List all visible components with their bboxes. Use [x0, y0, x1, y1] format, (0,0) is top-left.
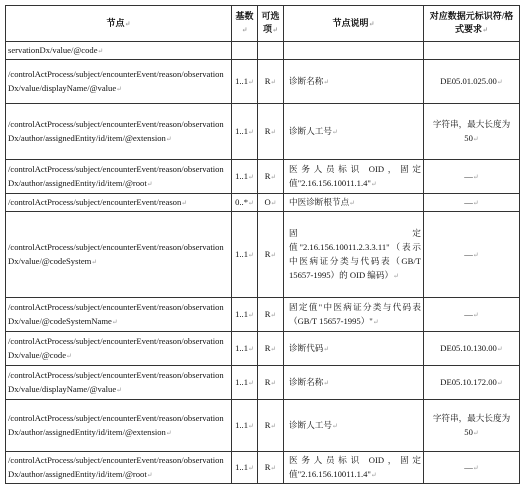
optional-cell: R↵ — [258, 332, 284, 366]
optional-cell: O↵ — [258, 194, 284, 212]
header-description: 节点说明↵ — [284, 6, 424, 42]
node-path-cell: /controlActProcess/subject/encounterEvent/reason↵ — [6, 194, 232, 212]
header-cardinality: 基数↵ — [232, 6, 258, 42]
format-cell: 字符串，最大长度为 50↵ — [424, 104, 520, 160]
description-cell: 诊断代码↵ — [284, 332, 424, 366]
cardinality-cell: 1..1↵ — [232, 332, 258, 366]
cardinality-cell: 1..1↵ — [232, 298, 258, 332]
format-cell: DE05.10.130.00↵ — [424, 332, 520, 366]
cardinality-cell — [232, 42, 258, 60]
header-node: 节点↵ — [6, 6, 232, 42]
node-path-cell: /controlActProcess/subject/encounterEvent/reason/observationDx/author/assignedEntity/id/item/@root↵ — [6, 160, 232, 194]
format-cell: —↵ — [424, 452, 520, 484]
node-path-cell: /controlActProcess/subject/encounterEvent/reason/observationDx/value/@codeSystem↵ — [6, 212, 232, 298]
node-path-cell: /controlActProcess/subject/encounterEvent/reason/observationDx/value/@codeSystemName↵ — [6, 298, 232, 332]
cardinality-cell: 1..1↵ — [232, 452, 258, 484]
description-cell: 诊断名称↵ — [284, 60, 424, 104]
cardinality-cell: 1..1↵ — [232, 366, 258, 400]
format-cell: 字符串，最大长度为 50↵ — [424, 400, 520, 452]
optional-cell: R↵ — [258, 60, 284, 104]
description-cell: 中医诊断根节点↵ — [284, 194, 424, 212]
cardinality-cell: 1..1↵ — [232, 160, 258, 194]
table-row — [6, 366, 520, 400]
node-path-cell: /controlActProcess/subject/encounterEvent/reason/observationDx/value/displayName/@value↵ — [6, 60, 232, 104]
description-cell: 医务人员标识 OID，固定值"2.16.156.10011.1.4"↵ — [284, 452, 424, 484]
description-cell — [284, 42, 424, 60]
table-header-row — [6, 6, 520, 42]
description-cell: 诊断人工号↵ — [284, 400, 424, 452]
optional-cell: R↵ — [258, 298, 284, 332]
table-row — [6, 212, 520, 298]
table-row — [6, 42, 520, 60]
node-path-cell: /controlActProcess/subject/encounterEvent/reason/observationDx/value/@code↵ — [6, 332, 232, 366]
cardinality-cell: 1..1↵ — [232, 212, 258, 298]
optional-cell: R↵ — [258, 212, 284, 298]
node-path-cell: servationDx/value/@code↵ — [6, 42, 232, 60]
cardinality-cell: 1..1↵ — [232, 60, 258, 104]
format-cell: —↵ — [424, 194, 520, 212]
format-cell: —↵ — [424, 298, 520, 332]
description-cell: 医务人员标识 OID，固定值"2.16.156.10011.1.4"↵ — [284, 160, 424, 194]
table-row — [6, 332, 520, 366]
optional-cell: R↵ — [258, 160, 284, 194]
optional-cell: R↵ — [258, 366, 284, 400]
table-row — [6, 452, 520, 484]
optional-cell: R↵ — [258, 104, 284, 160]
description-cell: 诊断名称↵ — [284, 366, 424, 400]
cardinality-cell: 1..1↵ — [232, 400, 258, 452]
table-row — [6, 400, 520, 452]
header-optional: 可选项↵ — [258, 6, 284, 42]
table-row — [6, 104, 520, 160]
optional-cell — [258, 42, 284, 60]
format-cell: DE05.10.172.00↵ — [424, 366, 520, 400]
node-path-cell: /controlActProcess/subject/encounterEvent/reason/observationDx/author/assignedEntity/id/item/@extension↵ — [6, 400, 232, 452]
node-path-cell: /controlActProcess/subject/encounterEvent/reason/observationDx/author/assignedEntity/id/item/@root↵ — [6, 452, 232, 484]
table-row — [6, 60, 520, 104]
node-path-cell: /controlActProcess/subject/encounterEvent/reason/observationDx/value/displayName/@value↵ — [6, 366, 232, 400]
cardinality-cell: 0..*↵ — [232, 194, 258, 212]
description-cell: 固定值"中医病证分类与代码表（GB/T 15657-1995）"↵ — [284, 298, 424, 332]
format-cell — [424, 42, 520, 60]
optional-cell: R↵ — [258, 400, 284, 452]
description-cell: 固定值"2.16.156.10011.2.3.3.11"（表示中医病证分类与代码表（GB/T 15657-1995）的 OID 编码）↵ — [284, 212, 424, 298]
table-row — [6, 298, 520, 332]
node-path-cell: /controlActProcess/subject/encounterEvent/reason/observationDx/author/assignedEntity/id/item/@extension↵ — [6, 104, 232, 160]
format-cell: —↵ — [424, 212, 520, 298]
optional-cell: R↵ — [258, 452, 284, 484]
description-cell: 诊断人工号↵ — [284, 104, 424, 160]
cardinality-cell: 1..1↵ — [232, 104, 258, 160]
table-row — [6, 160, 520, 194]
format-cell: —↵ — [424, 160, 520, 194]
table-row — [6, 194, 520, 212]
node-spec-table — [5, 5, 520, 484]
header-format: 对应数据元标识符/格式要求↵ — [424, 6, 520, 42]
format-cell: DE05.01.025.00↵ — [424, 60, 520, 104]
